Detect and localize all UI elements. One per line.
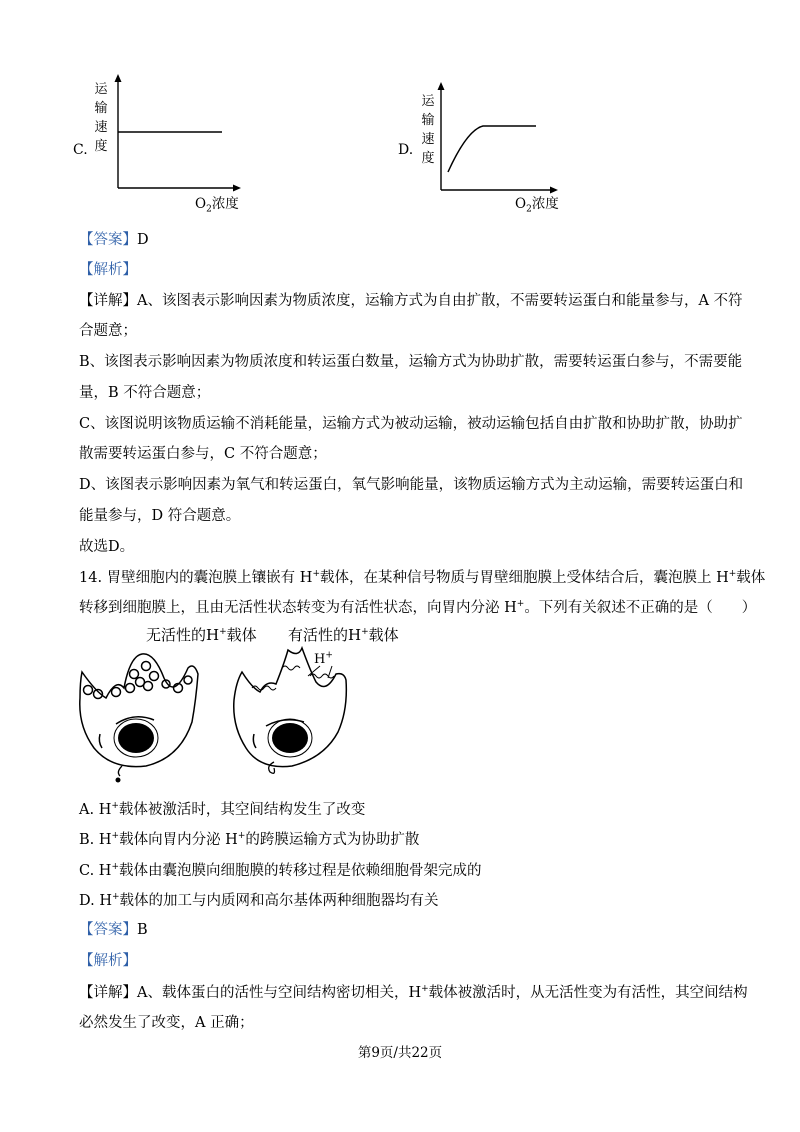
graph-d-plot <box>433 80 563 196</box>
graph-d-curve <box>448 126 536 172</box>
answer-tag: 【答案】 <box>79 232 137 248</box>
answer-value: D <box>137 232 149 248</box>
option-d-label: D. <box>398 142 414 158</box>
option-d[interactable]: D. H+载体的加工与内质网和高尔基体两种细胞器均有关 <box>79 892 439 909</box>
q13-conclusion: 故选D。 <box>79 539 135 555</box>
option-a[interactable]: A. H+载体被激活时，其空间结构发生了改变 <box>79 801 366 818</box>
active-carrier-label: 有活性的H+载体 <box>288 626 399 644</box>
q13-answer <box>79 230 149 250</box>
q13-detail-line: 量，B 不符合题意； <box>79 385 211 401</box>
left-nucleus <box>118 723 154 753</box>
question-number: 14. <box>79 570 103 586</box>
q13-detail-line: D、该图表示影响因素为氧气和转运蛋白，氧气影响能量，该物质运输方式为主动运输，需要转运蛋白和 <box>79 477 744 493</box>
ylabel-char: 运 <box>94 82 108 97</box>
q13-detail-line: 合题意； <box>79 323 137 339</box>
ylabel-char: 度 <box>421 151 435 166</box>
detail-tag: 【详解】 <box>79 293 137 309</box>
q14-detail-line: 必然发生了改变，A 正确； <box>79 1015 254 1031</box>
answer-tag: 【答案】 <box>79 922 137 938</box>
right-nucleus <box>272 723 308 753</box>
graph-c-plot <box>110 72 245 197</box>
ylabel-char: 速 <box>421 132 435 147</box>
ylabel-char: 度 <box>94 139 108 154</box>
q14-detail-line: 【详解】A、载体蛋白的活性与空间结构密切相关，H+载体被激活时，从无活性变为有活性，其空间结构 <box>79 984 748 1001</box>
h-ion-label: H+ <box>314 650 333 667</box>
graph-d-xlabel: $O_2$浓度 <box>515 196 559 215</box>
ylabel-char: 速 <box>94 120 108 135</box>
ylabel-char: 运 <box>421 94 435 109</box>
q14-stem-line-2: 转移到细胞膜上，且由无活性状态转变为有活性状态，向胃内分泌 H+。下列有关叙述不正确的是（ ） <box>79 599 757 616</box>
detail-tag: 【详解】 <box>79 985 137 1001</box>
option-c-label: C. <box>73 142 88 158</box>
graph-c-ylabel <box>93 80 109 156</box>
q13-detail-line: 散需要转运蛋白参与，C 不符合题意； <box>79 446 327 462</box>
q13-analysis-tag: 【解析】 <box>79 262 137 278</box>
q13-detail-line: 【详解】A、该图表示影响因素为物质浓度，运输方式为自由扩散，不需要转运蛋白和能量参与，A 不符 <box>79 293 743 309</box>
option-c[interactable]: C. H+载体由囊泡膜向细胞膜的转移过程是依赖细胞骨架完成的 <box>79 862 482 879</box>
ylabel-char: 输 <box>421 113 435 128</box>
ylabel-char: 输 <box>94 101 108 116</box>
graph-c-xlabel: $O_2$浓度 <box>195 196 239 215</box>
q14-stem-line-1: 14. 胃壁细胞内的囊泡膜上镶嵌有 H+载体，在某种信号物质与胃壁细胞膜上受体结合后，囊泡膜上 H+载体 <box>79 569 766 586</box>
option-b[interactable]: B. H+载体向胃内分泌 H+的跨膜运输方式为协助扩散 <box>79 831 420 848</box>
q13-detail-line: B、该图表示影响因素为物质浓度和转运蛋白数量，运输方式为协助扩散，需要转运蛋白参与，不需要能 <box>79 354 743 370</box>
inactive-carrier-label: 无活性的H+载体 <box>146 626 257 644</box>
page-footer: 第9页/共22页 <box>357 1045 443 1061</box>
cell-diagram <box>70 630 370 790</box>
q14-answer <box>79 920 148 940</box>
answer-value: B <box>137 922 148 938</box>
q13-detail-line: 能量参与，D 符合题意。 <box>79 508 241 524</box>
q14-analysis-tag: 【解析】 <box>79 953 137 969</box>
q13-detail-line: C、该图说明该物质运输不消耗能量，运输方式为被动运输，被动运输包括自由扩散和协助扩散，协助扩 <box>79 416 743 432</box>
